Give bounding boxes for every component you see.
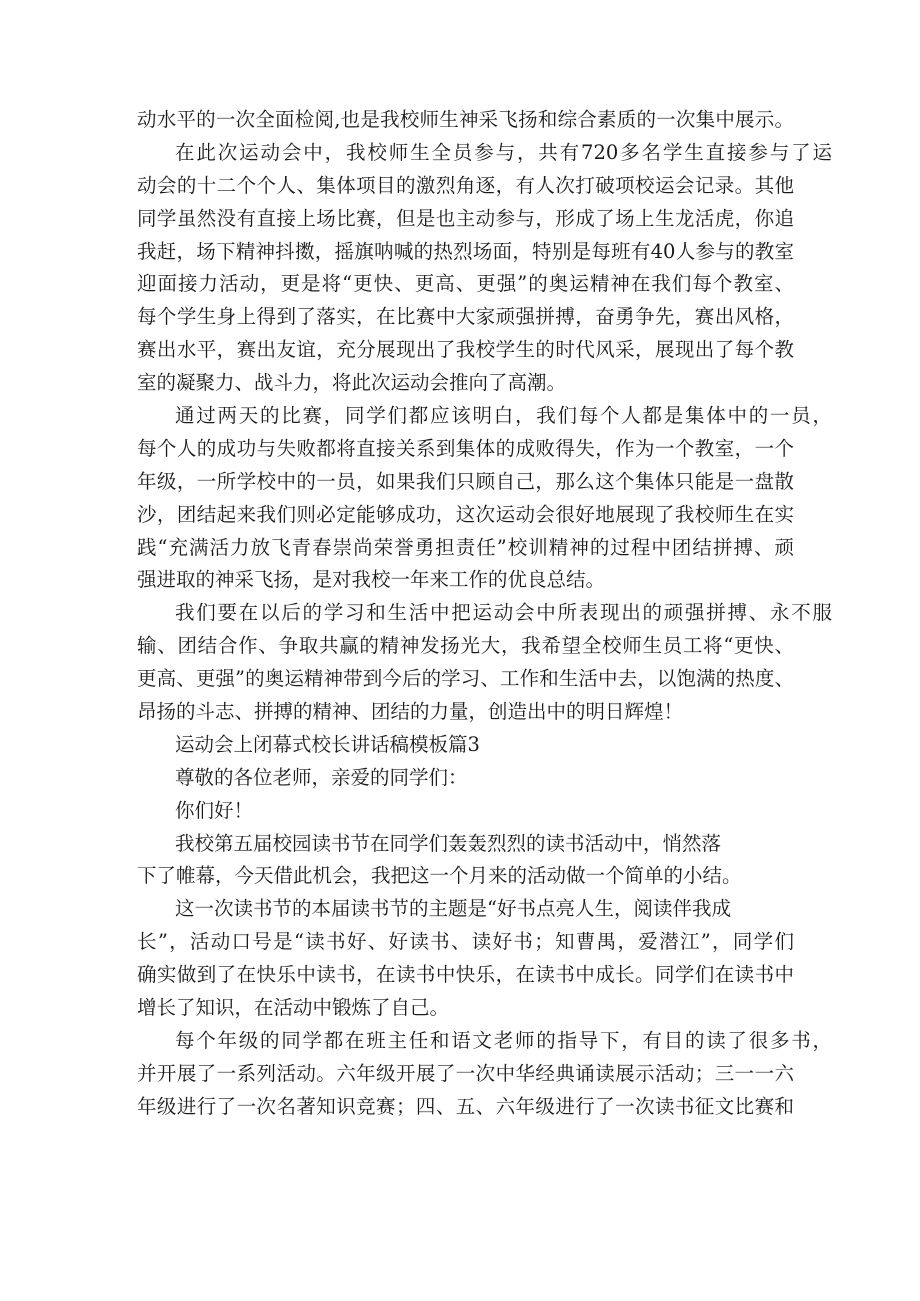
text-line: 赛出水平，赛出友谊，充分展现出了我校学生的时代风采，展现出了每个教 xyxy=(137,338,794,362)
text-line: 每个年级的同学都在班主任和语文老师的指导下，有目的读了很多书， xyxy=(175,1028,832,1052)
paragraph xyxy=(137,400,832,597)
paragraph xyxy=(137,828,797,894)
text-line: 更高、更强”的奥运精神带到今后的学习、工作和生活中去，以饱满的热度、 xyxy=(137,667,794,691)
text-line: 我赶，场下精神抖擞，摇旗呐喊的热烈场面，特别是每班有40人参与的教室 xyxy=(137,239,794,263)
text-line: 输、团结合作、争取共赢的精神发扬光大，我希望全校师生员工将“更快、 xyxy=(137,634,794,658)
text-line: 年级，一所学校中的一员，如果我们只顾自己，那么这个集体只能是一盘散 xyxy=(137,469,794,493)
text-line: 强进取的神采飞扬，是对我校一年来工作的优良总结。 xyxy=(137,568,606,592)
text-line: 下了帷幕，今天借此机会，我把这一个月来的活动做一个简单的小结。 xyxy=(137,864,742,888)
text-line: 同学虽然没有直接上场比赛，但是也主动参与，形成了场上生龙活虎，你追 xyxy=(137,206,794,230)
text-line: 确实做到了在快乐中读书，在读书中快乐，在读书中成长。同学们在读书中 xyxy=(137,963,794,987)
text-line: 践“充满活力放飞青春崇尚荣誉勇担责任”校训精神的过程中团结拼搏、顽 xyxy=(137,535,794,559)
text-line: 在此次运动会中，我校师生全员参与，共有720多名学生直接参与了运 xyxy=(175,140,832,164)
text-line: 动会的十二个个人、集体项目的激烈角逐，有人次打破项校运会记录。其他 xyxy=(137,173,794,197)
text-line: 每个人的成功与失败都将直接关系到集体的成败得失，作为一个教室，一个 xyxy=(137,436,794,460)
text-line: 室的凝聚力、战斗力，将此次运动会推向了高潮。 xyxy=(137,371,567,395)
greeting: 你们好！ xyxy=(175,798,254,822)
paragraph xyxy=(137,104,797,137)
text-line: 长”，活动口号是“读书好、好读书、读好书；知曹禺，爱潜江”，同学们 xyxy=(137,930,794,954)
document-page xyxy=(137,104,832,1124)
paragraph xyxy=(137,1025,832,1124)
text-line: 并开展了一系列活动。六年级开展了一次中华经典诵读展示活动；三一一六 xyxy=(137,1061,794,1085)
text-line: 昂扬的斗志、拼搏的精神、团结的力量，创造出中的明日辉煌！ xyxy=(137,700,684,724)
text-line: 迎面接力活动，更是将“更快、更高、更强”的奥运精神在我们每个教室、 xyxy=(137,272,794,296)
text-line: 年级进行了一次名著知识竞赛；四、五、六年级进行了一次读书征文比赛和 xyxy=(137,1094,794,1118)
paragraph xyxy=(137,597,832,729)
text-line: 我们要在以后的学习和生活中把运动会中所表现出的顽强拼搏、永不服 xyxy=(175,601,832,625)
text-line: 我校第五届校园读书节在同学们轰轰烈烈的读书活动中，悄然落 xyxy=(175,831,722,855)
paragraph xyxy=(137,893,797,1025)
text-line: 这一次读书节的本届读书节的主题是“好书点亮人生，阅读伴我成 xyxy=(175,897,731,921)
text-line: 动水平的一次全面检阅,也是我校师生神采飞扬和综合素质的一次集中展示。 xyxy=(137,108,794,131)
text-line: 增长了知识，在活动中锻炼了自己。 xyxy=(137,996,450,1020)
section-heading: 运动会上闭幕式校长讲话稿模板篇3 xyxy=(175,732,480,756)
text-line: 每个学生身上得到了落实，在比赛中大家顽强拼搏，奋勇争先，赛出风格， xyxy=(137,305,794,329)
salutation: 尊敬的各位老师，亲爱的同学们： xyxy=(175,765,468,789)
text-line: 通过两天的比赛，同学们都应该明白，我们每个人都是集体中的一员， xyxy=(175,404,832,428)
text-line: 沙，团结起来我们则必定能够成功，这次运动会很好地展现了我校师生在实 xyxy=(137,502,794,526)
paragraph xyxy=(137,137,832,400)
